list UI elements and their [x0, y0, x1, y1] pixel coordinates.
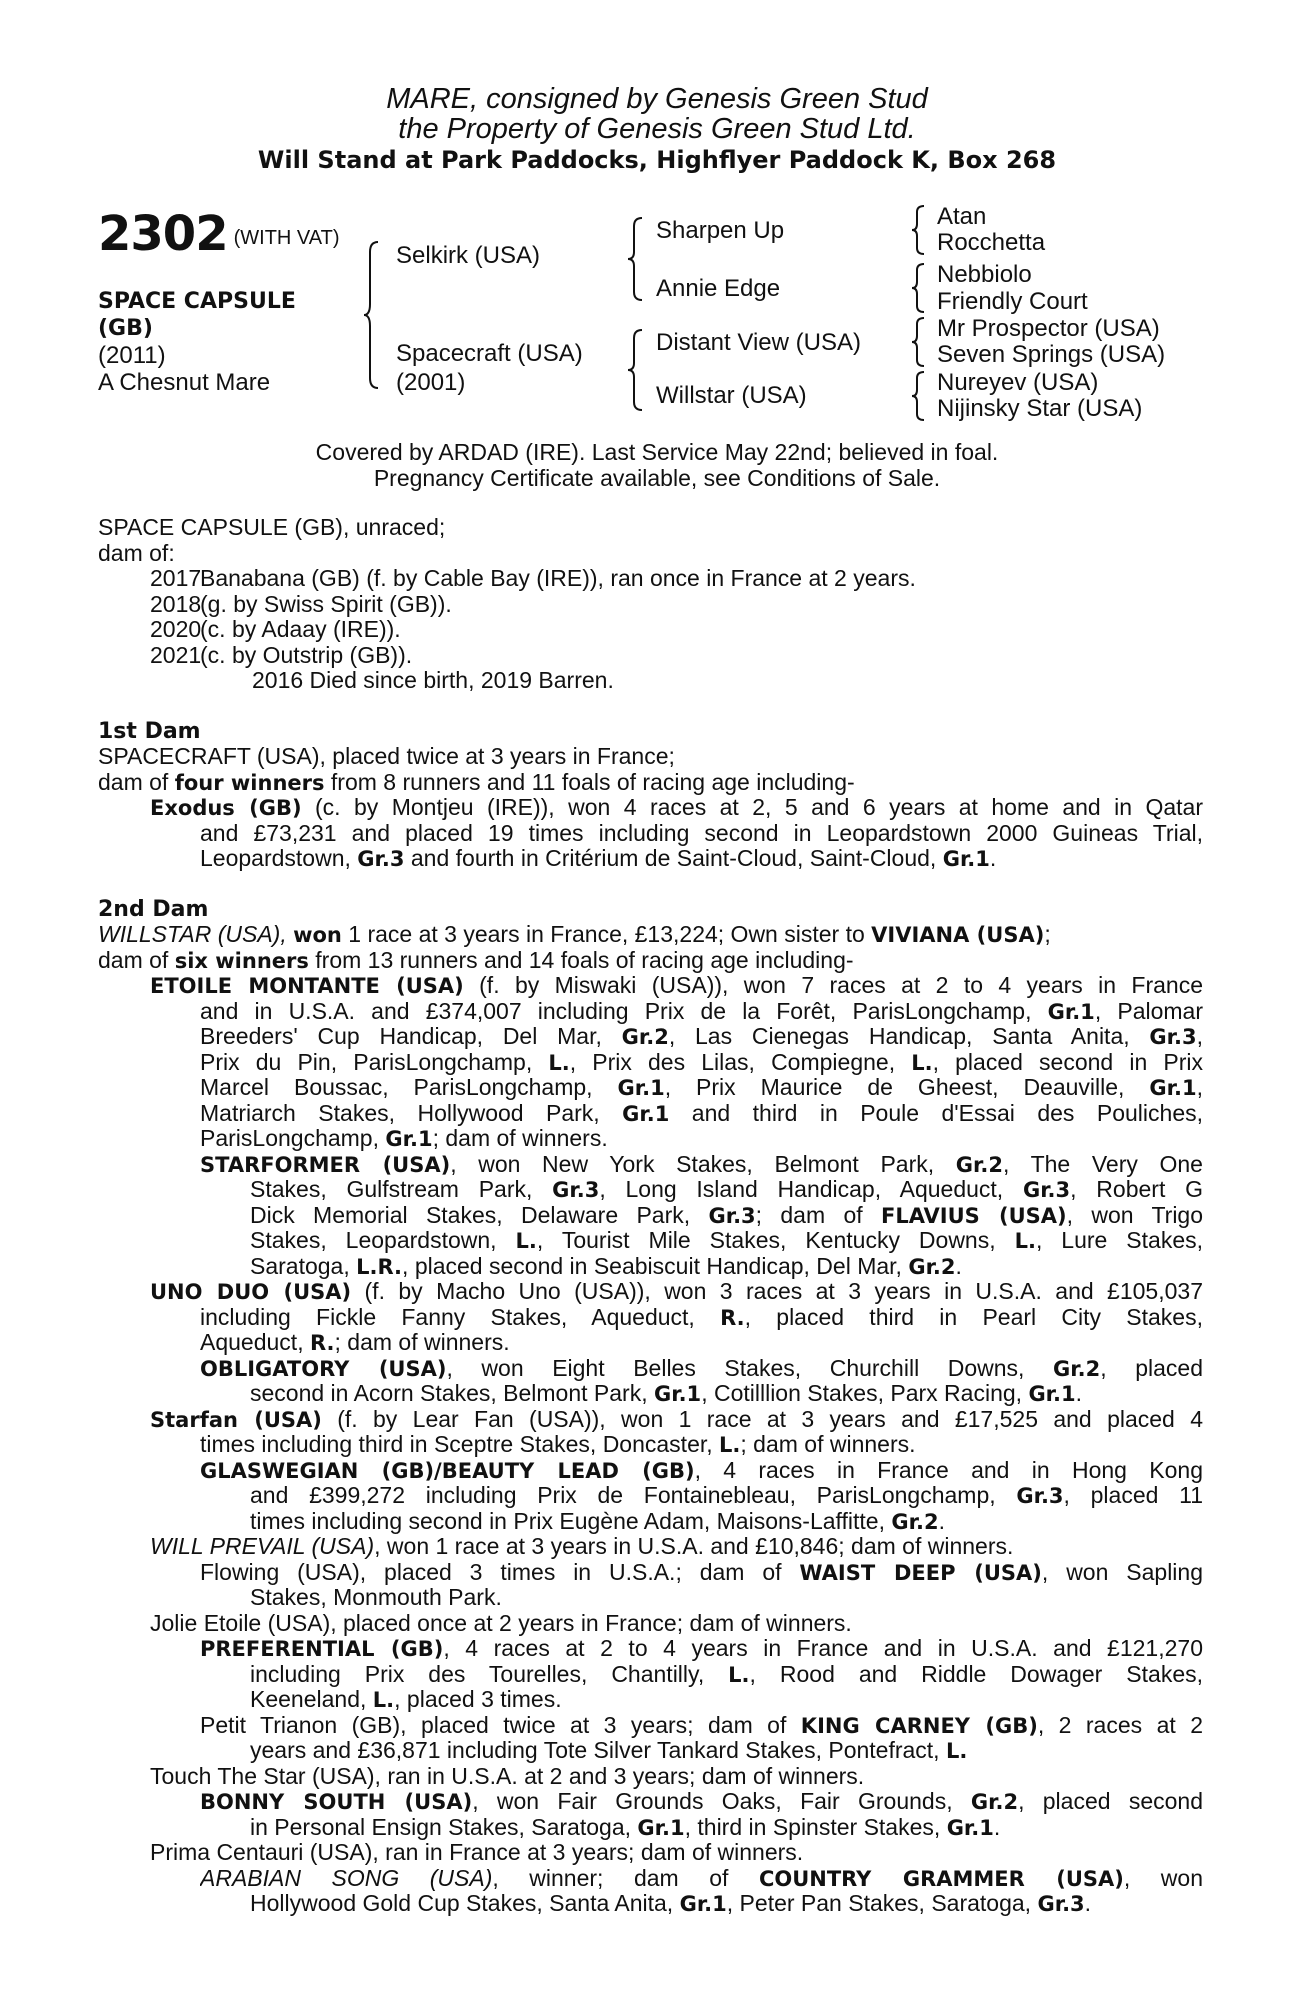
- bonny-south-line: BONNY SOUTH (USA), won Fair Grounds Oaks, Fair Grounds, Gr.2, placed second: [200, 1789, 1203, 1814]
- arabian-song-line: ARABIAN SONG (USA), winner; dam of COUNTRY GRAMMER (USA), won: [200, 1865, 1203, 1891]
- produce-row: 2017Banabana (GB) (f. by Cable Bay (IRE)), ran once in France at 2 years.: [150, 565, 916, 591]
- pedigree-brace-g2: [910, 262, 926, 314]
- pedigree-brace-main: [362, 240, 382, 390]
- pedigree-sire-dam: Annie Edge: [656, 275, 781, 302]
- etoile-line: and in U.S.A. and £374,007 including Prix de la Forêt, ParisLongchamp, Gr.1, Palomar: [200, 998, 1203, 1024]
- starformer-line: Stakes, Leopardstown, L., Tourist Mile Stakes, Kentucky Downs, L., Lure Stakes,: [250, 1228, 1203, 1253]
- touch-the-star-line: Touch The Star (USA), ran in U.S.A. at 2 and 3 years; dam of winners.: [150, 1762, 865, 1789]
- vat-note: (WITH VAT): [233, 227, 340, 249]
- pedigree-g4: Friendly Court: [937, 288, 1088, 315]
- consignor-line: MARE, consigned by Genesis Green Stud: [386, 83, 928, 115]
- bonny-south-line: in Personal Ensign Stakes, Saratoga, Gr.1, third in Spinster Stakes, Gr.1.: [250, 1813, 1001, 1840]
- lot-number-block: [98, 206, 340, 262]
- pedigree-brace-g1: [910, 204, 926, 256]
- glaswegian-line: and £399,272 including Prix de Fontainebleau, ParisLongchamp, Gr.3, placed 11: [250, 1483, 1203, 1508]
- produce-dam-of: dam of:: [98, 539, 175, 566]
- horse-description: A Chesnut Mare: [98, 369, 271, 396]
- starfan-line: Starfan (USA) (f. by Lear Fan (USA)), won 1 race at 3 years and £17,525 and placed 4: [150, 1406, 1203, 1432]
- produce-row: 2018(g. by Swiss Spirit (GB)).: [150, 590, 452, 617]
- preferential-line: PREFERENTIAL (GB), 4 races at 2 to 4 years in France and in U.S.A. and £121,270: [200, 1636, 1203, 1661]
- pedigree-g1: Atan: [937, 203, 987, 230]
- pedigree-dam-sire: Distant View (USA): [656, 329, 861, 356]
- pedigree-sire-sire: Sharpen Up: [656, 217, 785, 244]
- pedigree-g6: Seven Springs (USA): [937, 341, 1166, 368]
- produce-row: 2020(c. by Adaay (IRE)).: [150, 616, 401, 642]
- etoile-line: Prix du Pin, ParisLongchamp, L., Prix des Lilas, Compiegne, L., placed second in Prix: [200, 1049, 1203, 1075]
- uno-duo-line: UNO DUO (USA) (f. by Macho Uno (USA)), won 3 races at 3 years in U.S.A. and £105,037: [150, 1279, 1203, 1304]
- preferential-line: including Prix des Tourelles, Chantilly, L., Rood and Riddle Dowager Stakes,: [250, 1661, 1203, 1687]
- etoile-line: Marcel Boussac, ParisLongchamp, Gr.1, Prix Maurice de Gheest, Deauville, Gr.1,: [200, 1075, 1203, 1100]
- pedigree-brace-sire: [626, 216, 646, 302]
- horse-name: SPACE CAPSULE: [98, 289, 296, 314]
- location-line: Will Stand at Park Paddocks, Highflyer Paddock K, Box 268: [257, 146, 1057, 174]
- produce-note: 2016 Died since birth, 2019 Barren.: [252, 667, 614, 693]
- pedigree-brace-g3: [910, 316, 926, 368]
- catalogue-body: [98, 515, 1203, 1917]
- glaswegian-line: GLASWEGIAN (GB)/BEAUTY LEAD (GB), 4 races in France and in Hong Kong: [200, 1457, 1203, 1483]
- starformer-line: Stakes, Gulfstream Park, Gr.3, Long Island Handicap, Aqueduct, Gr.3, Robert G: [250, 1177, 1203, 1202]
- exodus-line: Leopardstown, Gr.3 and fourth in Critérium de Saint-Cloud, Saint-Cloud, Gr.1.: [200, 845, 997, 871]
- first-dam-line: SPACECRAFT (USA), placed twice at 3 years in France;: [98, 743, 675, 769]
- pedigree-dam: Spacecraft (USA): [396, 340, 583, 367]
- starformer-line: Saratoga, L.R., placed second in Seabiscuit Handicap, Del Mar, Gr.2.: [250, 1252, 962, 1279]
- horse-info: [98, 288, 296, 396]
- petit-trianon-line: Petit Trianon (GB), placed twice at 3 years; dam of KING CARNEY (GB), 2 races at 2: [200, 1712, 1203, 1738]
- arabian-song-line: Hollywood Gold Cup Stakes, Santa Anita, Gr.1, Peter Pan Stakes, Saratoga, Gr.3.: [250, 1890, 1092, 1916]
- pedigree-dam-dam: Willstar (USA): [656, 382, 807, 409]
- first-dam-line: dam of four winners from 8 runners and 11 foals of racing age including-: [98, 768, 855, 795]
- pedigree-g2: Rocchetta: [937, 229, 1046, 256]
- flowing-line: Flowing (USA), placed 3 times in U.S.A.; dam of WAIST DEEP (USA), won Sapling: [200, 1559, 1203, 1585]
- pedigree-brace-dam: [626, 328, 646, 412]
- pedigree-brace-g4: [910, 370, 926, 422]
- starformer-line: Dick Memorial Stakes, Delaware Park, Gr.3; dam of FLAVIUS (USA), won Trigo: [250, 1202, 1203, 1228]
- etoile-line: ETOILE MONTANTE (USA) (f. by Miswaki (USA)), won 7 races at 2 to 4 years in France: [150, 973, 1203, 998]
- produce-intro: SPACE CAPSULE (GB), unraced;: [98, 514, 446, 540]
- pedigree-dam-year: (2001): [396, 369, 466, 396]
- starformer-line: STARFORMER (USA), won New York Stakes, Belmont Park, Gr.2, The Very One: [200, 1151, 1203, 1177]
- etoile-line: Breeders' Cup Handicap, Del Mar, Gr.2, Las Cienegas Handicap, Santa Anita, Gr.3,: [200, 1024, 1203, 1049]
- second-dam-line: dam of six winners from 13 runners and 14 foals of racing age including-: [98, 946, 854, 973]
- pedigree-g3: Nebbiolo: [937, 261, 1032, 288]
- uno-duo-line: including Fickle Fanny Stakes, Aqueduct, R., placed third in Pearl City Stakes,: [200, 1304, 1203, 1330]
- etoile-line: ParisLongchamp, Gr.1; dam of winners.: [200, 1125, 608, 1151]
- produce-row: 2021(c. by Outstrip (GB)).: [150, 641, 413, 668]
- prima-centauri-line: Prima Centauri (USA), ran in France at 3 years; dam of winners.: [150, 1839, 804, 1865]
- starfan-line: times including third in Sceptre Stakes, Doncaster, L.; dam of winners.: [200, 1431, 916, 1457]
- pedigree-g5: Mr Prospector (USA): [937, 315, 1160, 342]
- lot-number: 2302: [98, 206, 228, 262]
- second-dam-line: WILLSTAR (USA), won 1 race at 3 years in France, £13,224; Own sister to VIVIANA (USA);: [98, 921, 1051, 947]
- glaswegian-line: times including second in Prix Eugène Adam, Maisons-Laffitte, Gr.2.: [250, 1507, 945, 1534]
- horse-year: (2011): [98, 342, 166, 369]
- uno-duo-line: Aqueduct, R.; dam of winners.: [200, 1329, 510, 1355]
- horse-country: (GB): [98, 316, 153, 341]
- property-line: the Property of Genesis Green Stud Ltd.: [398, 113, 916, 145]
- covered-note: Covered by ARDAD (IRE). Last Service May 22nd; believed in foal.: [315, 439, 999, 465]
- petit-trianon-line: years and £36,871 including Tote Silver Tankard Stakes, Pontefract, L.: [250, 1737, 968, 1763]
- first-dam-heading: 1st Dam: [98, 718, 201, 744]
- exodus-line: Exodus (GB) (c. by Montjeu (IRE)), won 4 races at 2, 5 and 6 years at home and in Qatar: [150, 795, 1203, 820]
- pregnancy-note: Pregnancy Certificate available, see Conditions of Sale.: [373, 465, 941, 491]
- etoile-line: Matriarch Stakes, Hollywood Park, Gr.1 and third in Poule d'Essai des Pouliches,: [200, 1100, 1203, 1126]
- obligatory-line: second in Acorn Stakes, Belmont Park, Gr.1, Cotilllion Stakes, Parx Racing, Gr.1.: [250, 1380, 1083, 1406]
- pedigree-sire: Selkirk (USA): [396, 242, 541, 269]
- will-prevail-line: WILL PREVAIL (USA), won 1 race at 3 years in U.S.A. and £10,846; dam of winners.: [150, 1533, 1014, 1559]
- pedigree-g8: Nijinsky Star (USA): [937, 395, 1143, 422]
- preferential-line: Keeneland, L., placed 3 times.: [250, 1686, 562, 1712]
- second-dam-heading: 2nd Dam: [98, 896, 209, 922]
- obligatory-line: OBLIGATORY (USA), won Eight Belles Stakes, Churchill Downs, Gr.2, placed: [200, 1355, 1203, 1381]
- exodus-line: and £73,231 and placed 19 times including second in Leopardstown 2000 Guineas Trial,: [200, 820, 1203, 846]
- pedigree-g7: Nureyev (USA): [937, 369, 1099, 396]
- flowing-line: Stakes, Monmouth Park.: [250, 1584, 502, 1610]
- jolie-etoile-line: Jolie Etoile (USA), placed once at 2 years in France; dam of winners.: [150, 1609, 852, 1636]
